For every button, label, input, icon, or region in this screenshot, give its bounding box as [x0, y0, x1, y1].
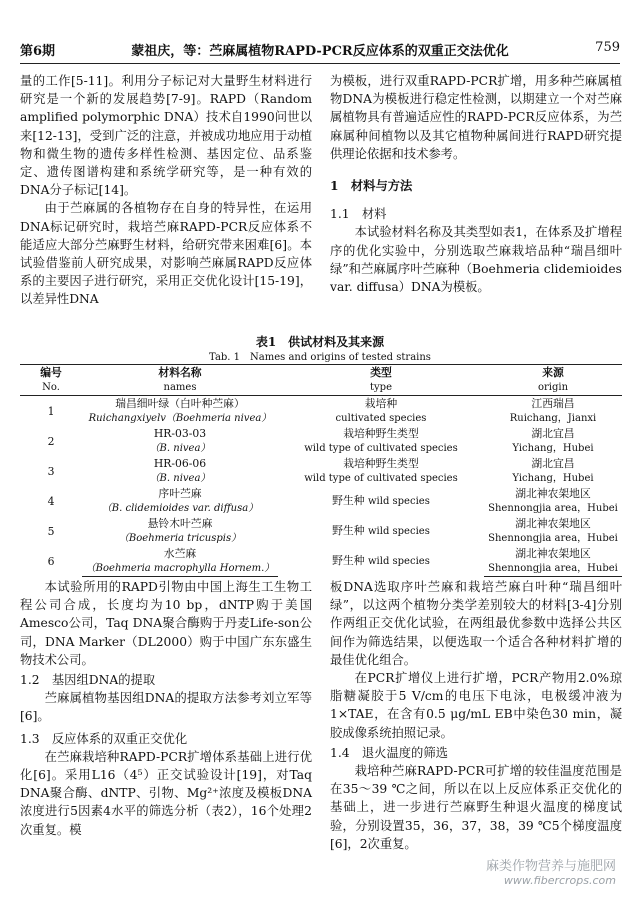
material-type-en: wild type of cultivated species: [304, 443, 458, 454]
material-origin: 湖北神农架地区: [515, 487, 591, 500]
table-caption-en: Tab. 1 Names and origins of tested strains: [209, 352, 431, 363]
running-title: 蒙祖庆，等：苎麻属植物RAPD-PCR反应体系的双重正交法优化: [131, 44, 509, 59]
material-name: 序叶苎麻: [158, 487, 202, 500]
material-origin-en: Shennongjia area，Hubei: [488, 533, 618, 544]
material-origin: 江西瑞昌: [531, 397, 575, 410]
table-header-row: [20, 365, 622, 381]
subsection-heading: 1.3 反应体系的双重正交优化: [20, 731, 188, 746]
material-origin-en: Ruichang，Jianxi: [509, 413, 597, 424]
left-column-bottom: [20, 578, 312, 839]
column-header-en: names: [82, 380, 278, 396]
material-type: 栽培种: [364, 397, 398, 410]
subsection-heading: 1.2 基因组DNA的提取: [20, 673, 156, 688]
material-origin: 湖北宜昌: [531, 427, 575, 440]
watermark: [486, 855, 616, 887]
page-number: 759: [595, 40, 620, 55]
table-row: [20, 456, 622, 471]
table-caption: 表1 供试材料及其来源: [255, 335, 385, 349]
left-column-top: [20, 72, 312, 309]
material-name-en: （Boehmeria tricuspis）: [118, 533, 242, 544]
right-column-top: [330, 72, 622, 296]
paragraph: 苎麻属植物基因组DNA的提取方法参考刘立军等[6]。: [20, 691, 312, 724]
subsection-heading: 1.4 退火温度的筛选: [330, 745, 448, 760]
paragraph: 本试验材料名称及其类型如表1，在体系及扩增程序的优化实验中，分别选取苎麻栽培品种“瑞昌细叶绿”和苎麻属序叶苎麻种（Boehmeria clidemioides var. diffusa）DNA为模板。: [330, 225, 622, 295]
materials-table: [20, 364, 622, 577]
table-row-en: [20, 441, 622, 456]
material-name-en: Ruichangxiyelv（Boehmeria nivea）: [88, 413, 272, 424]
paragraph: 在PCR扩增仪上进行扩增，PCR产物用2.0%琼脂糖凝胶于5 V/cm的电压下电泳，电极缓冲液为1×TAE，在含有0.5 μg/mL EB中染色30 min，凝胶成像系统拍照记录。: [330, 671, 622, 740]
material-name: 悬铃木叶苎麻: [147, 517, 213, 530]
paragraph: 栽培种苎麻RAPD-PCR可扩增的较佳温度范围是在35～39 ℃之间，所以在以上反应体系正交优化的基础上，进一步进行苎麻野生种退火温度的梯度试验，分别设置35，36，37，38，39 ℃5个梯度温度[6]，2次重复。: [330, 764, 622, 851]
column-header-en: origin: [484, 380, 622, 396]
material-origin-en: Shennongjia area，Hubei: [484, 561, 622, 577]
material-name-en: （B. nivea）: [149, 443, 211, 454]
row-number: 1: [47, 404, 55, 418]
material-type: [278, 546, 484, 577]
material-origin: 湖北宜昌: [531, 457, 575, 470]
row-number: 2: [47, 434, 55, 448]
material-type: [278, 486, 484, 516]
material-origin-en: Yichang，Hubei: [512, 443, 594, 454]
material-type-en: cultivated species: [335, 413, 427, 424]
column-header-en: No.: [20, 380, 82, 396]
paragraph: 为模板，进行双重RAPD-PCR扩增，用多种苎麻属植物DNA为模板进行稳定性检测，以期建立一个对苎麻属植物具有普遍适应性的RAPD-PCR反应体系，为苎麻属种间植物以及其它植物种属间进行RAPD研究提供理论依据和技术参考。: [330, 74, 622, 161]
column-header: 编号: [20, 365, 82, 381]
material-type: [278, 516, 484, 546]
paragraph: 量的工作[5-11]。利用分子标记对大量野生材料进行研究是一个新的发展趋势[7-9]。RAPD（Random amplified polymorphic DNA）技术自1990问世以来[12-13]，受到广泛的注意，并被成功地应用于动植物和微生物的遗传多样性检测、基因定位、品系鉴定、遗传图谱构建和系统学研究等，是一种有效的DNA分子标记[14]。: [20, 74, 312, 198]
material-origin: 湖北神农架地区: [515, 547, 591, 560]
right-column-bottom: [330, 578, 622, 853]
material-origin-en: Shennongjia area，Hubei: [488, 503, 618, 514]
row-number: 4: [47, 494, 55, 508]
column-header: 来源: [484, 365, 622, 381]
type-cn: 野生种: [332, 554, 365, 568]
subsection-heading: 1.1 材料: [330, 207, 387, 222]
paragraph: 由于苎麻属的各植物存在自身的特异性，在运用DNA标记研究时，栽培苎麻RAPD-PCR反应体系不能适应大部分苎麻野生材料，给研究带来困难[6]。本试验借鉴前人研究成果，对影响苎麻属RAPD反应体系的主要因子进行研究，采用正交优化设计[15-19]，以差异性DNA: [20, 201, 312, 307]
paragraph: 本试验所用的RAPD引物由中国上海生工生物工程公司合成，长度均为10 bp，dNTP购于美国Amesco公司，Taq DNA聚合酶购于丹麦Life-son公司，DNA Marker（DL2000）购于中国广东东盛生物技术公司。: [20, 580, 312, 667]
type-cn: 野生种: [332, 494, 365, 507]
material-name: 水苎麻: [163, 547, 197, 560]
header-rule: [20, 63, 620, 64]
material-type: 栽培种野生类型: [343, 457, 419, 470]
paragraph: 板DNA选取序叶苎麻和栽培苎麻白叶种“瑞昌细叶绿”，以这两个植物分类学差别较大的材料[3-4]分别作两组正交优化试验，在两组最优参数中选择公共区间作为筛选结果，以便选取一个适合各种材料扩增的最佳优化组合。: [330, 580, 622, 667]
material-name: HR-03-03: [153, 427, 207, 440]
material-name-en: （Boehmeria macrophylla Hornem.）: [82, 561, 278, 577]
issue-number: 第6期: [20, 44, 56, 59]
material-name-en: （B. nivea）: [149, 473, 211, 484]
row-number: 3: [47, 464, 55, 478]
material-origin: 湖北神农架地区: [515, 517, 591, 530]
row-number: 5: [47, 524, 55, 538]
column-header-en: type: [278, 380, 484, 396]
material-name-en: （B. clidemioides var. diffusa）: [101, 503, 259, 514]
material-origin-en: Yichang，Hubei: [512, 473, 594, 484]
table-row-en: [20, 471, 622, 486]
paragraph: 在苎麻栽培种RAPD-PCR扩增体系基础上进行优化[6]。采用L16（4⁵）正交试验设计[19]，对Taq DNA聚合酶、dNTP、引物、Mg²⁺浓度及模板DNA浓度进行5因素4水平的筛选分析（表2），16个处理2次重复。模: [20, 749, 312, 837]
type-en: wild species: [367, 526, 430, 537]
table-row: [20, 426, 622, 441]
type-en: wild species: [367, 496, 430, 507]
section-heading: 1 材料与方法: [330, 178, 413, 194]
type-en: wild species: [367, 556, 430, 568]
material-type: 栽培种野生类型: [343, 427, 419, 440]
table-row-en: [20, 411, 622, 426]
column-header: 材料名称: [82, 365, 278, 381]
type-cn: 野生种: [332, 524, 365, 537]
material-name: HR-06-06: [153, 457, 207, 470]
table-header-row-en: [20, 380, 622, 396]
watermark-url: www.fibercrops.com: [503, 874, 616, 887]
material-name: 瑞昌细叶绿（白叶种苎麻）: [115, 397, 245, 410]
watermark-site-name: 麻类作物营养与施肥网: [485, 859, 616, 874]
material-type-en: wild type of cultivated species: [304, 473, 458, 484]
row-number: 6: [47, 554, 55, 568]
running-header: [20, 40, 620, 62]
table-row: [20, 546, 622, 561]
table-row: [20, 486, 622, 501]
column-header: 类型: [278, 365, 484, 381]
table-row: [20, 396, 622, 412]
table-row: [20, 516, 622, 531]
